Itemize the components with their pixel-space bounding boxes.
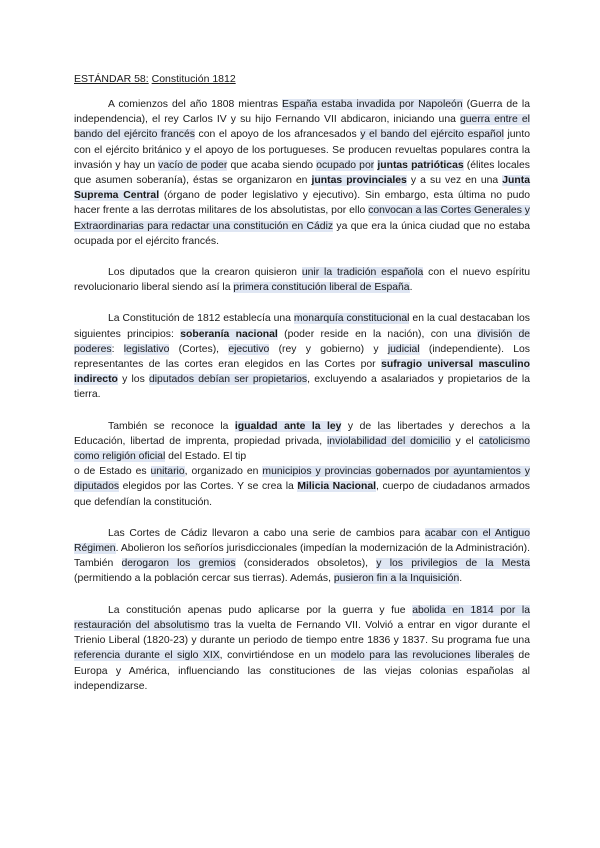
- text-segment: y de las libertades y derechos a la Educación, libertad de imprenta, propiedad privada,: [74, 420, 530, 447]
- paragraph-4: [74, 419, 530, 465]
- text-segment: y a su vez en una: [406, 175, 503, 187]
- text-segment: con el apoyo de los afrancesados: [194, 129, 361, 141]
- highlight: unitario: [150, 466, 185, 478]
- highlight: y el bando del ejército español: [360, 129, 504, 141]
- highlight: división de poderes: [74, 328, 531, 355]
- highlight: España estaba invadida por Napoleón: [282, 99, 463, 110]
- highlight: inviolabilidad del domicilio: [327, 435, 451, 447]
- text-segment: elegidos por las Cortes. Y se crea la: [119, 481, 298, 493]
- paragraph-1: [74, 97, 530, 249]
- text-segment: La constitución apenas pudo aplicarse por la guerra y fue: [108, 604, 413, 616]
- text-segment: (considerados obsoletos),: [235, 558, 377, 570]
- highlight: primera constitución liberal de España: [233, 282, 410, 294]
- text-segment: ya que era la única ciudad que no estaba ocupada por el ejército francés.: [74, 220, 530, 247]
- text-segment: (poder reside en la nación), con una: [277, 328, 478, 340]
- highlight: derogaron los gremios: [121, 558, 236, 570]
- text-segment: del Estado. El tip: [165, 451, 247, 463]
- text-segment: , organizado en: [184, 466, 263, 478]
- highlight: ocupado por: [316, 159, 375, 171]
- highlight: unir la tradición española: [301, 267, 424, 279]
- text-segment: (Cortes),: [169, 343, 229, 355]
- text-segment: (Guerra de la independencia), el rey Carlos IV y su hijo Fernando VII abdicaron, iniciando una: [74, 99, 530, 126]
- paragraph-2: [74, 265, 530, 295]
- title-prefix: ESTÁNDAR 58:: [74, 73, 149, 85]
- highlight: modelo para las revoluciones liberales: [330, 650, 514, 662]
- text-segment: , cuerpo de ciudadanos armados que defendían la constitución.: [74, 481, 530, 508]
- highlight: legislativo: [123, 343, 170, 355]
- highlight: y los privilegios de la Mesta: [376, 558, 530, 570]
- text-segment: que acaba siendo: [227, 159, 317, 171]
- text-segment: tras la vuelta de Fernando VII. Volvió a entrar en vigor durante el Trienio Liberal (1820-23) y durante un periodo de tiempo entre 1836 y 1837. Su programa fue una: [74, 619, 530, 647]
- text-segment: de Europa y América, influenciando las constituciones de las viejas colonias españolas al independizarse.: [74, 650, 530, 692]
- text-segment: (élites locales que asumen soberanía), éstas se organizaron en: [74, 159, 530, 187]
- text-segment: junto con el ejército británico y el apoyo de los portugueses. Se producen revueltas populares contra la invasión y hay un: [74, 129, 530, 171]
- bold-term: Milicia Nacional: [297, 481, 376, 493]
- highlight: municipios y provincias gobernados por ayuntamientos y diputados: [74, 466, 530, 493]
- highlight: convocan a las Cortes Generales y Extraordinarias para redactar una constitución en Cádiz: [74, 205, 530, 232]
- bold-term: juntas patrióticas: [377, 159, 464, 171]
- paragraph-6: [74, 603, 530, 694]
- text-segment: (independiente). Los representantes de las cortes eran elegidos en las Cortes por: [74, 343, 530, 371]
- text-segment: :: [111, 343, 124, 355]
- highlight: abolida en 1814 por la restauración del absolutismo: [74, 604, 530, 631]
- text-segment: También se reconoce la: [108, 420, 235, 432]
- paragraph-5: [74, 526, 530, 587]
- bold-term: Junta Suprema Central: [74, 175, 530, 202]
- text-segment: La Constitución de 1812 establecía una: [108, 313, 294, 325]
- bold-term: sufragio universal masculino indirecto: [74, 359, 530, 386]
- page-title: [74, 72, 530, 87]
- highlight: ejecutivo: [228, 343, 270, 355]
- highlight: vacío de poder: [158, 159, 228, 171]
- text-segment: (permitiendo a la población cercar sus tierras). Además,: [74, 573, 334, 585]
- highlight: catolicismo como religión oficial: [74, 435, 531, 463]
- text-segment: Las Cortes de Cádiz llevaron a cabo una serie de cambios para: [108, 527, 425, 539]
- text-segment: con el nuevo espíritu revolucionario liberal siendo así la: [74, 267, 530, 294]
- highlight: guerra entre el bando del ejército francés: [74, 114, 530, 141]
- paragraph-4-continued: [74, 464, 530, 510]
- paragraph-3: [74, 311, 530, 402]
- bold-term: soberanía nacional: [180, 328, 278, 340]
- highlight: monarquía constitucional: [293, 313, 410, 325]
- text-segment: y el: [450, 435, 479, 447]
- highlight: acabar con el Antiguo Régimen: [74, 527, 530, 555]
- text-segment: (órgano de poder legislativo y ejecutivo). Sin embargo, esta última no pudo hacer frente a las derrotas militares de los absolutistas, por ello: [74, 190, 530, 217]
- highlight: diputados debían ser propietarios: [148, 374, 308, 386]
- bold-term: igualdad ante la ley: [234, 420, 342, 432]
- text-segment: (rey y gobierno) y: [269, 343, 388, 355]
- text-segment: o de Estado es: [74, 466, 151, 478]
- text-segment: , excluyendo a asalariados y propietarios de la tierra.: [74, 374, 531, 401]
- highlight: pusieron fin a la Inquisición: [333, 573, 460, 585]
- text-segment: .: [459, 573, 463, 585]
- text-segment: . Abolieron los señoríos jurisdiccionales (impedían la modernización de la Administración). También: [74, 543, 530, 570]
- bold-term: juntas provinciales: [311, 175, 407, 187]
- text-segment: en la cual destacaban los siguientes principios:: [74, 313, 530, 340]
- text-segment: y los: [117, 374, 149, 386]
- text-segment: , convirtiéndose en un: [219, 650, 331, 662]
- text-segment: .: [409, 282, 413, 294]
- text-segment: Los diputados que la crearon quisieron: [108, 267, 302, 279]
- highlight: referencia durante el siglo XIX: [74, 650, 220, 662]
- highlight: judicial: [387, 343, 420, 355]
- title-topic: Constitución 1812: [151, 73, 236, 85]
- text-segment: A comienzos del año 1808 mientras: [108, 99, 283, 110]
